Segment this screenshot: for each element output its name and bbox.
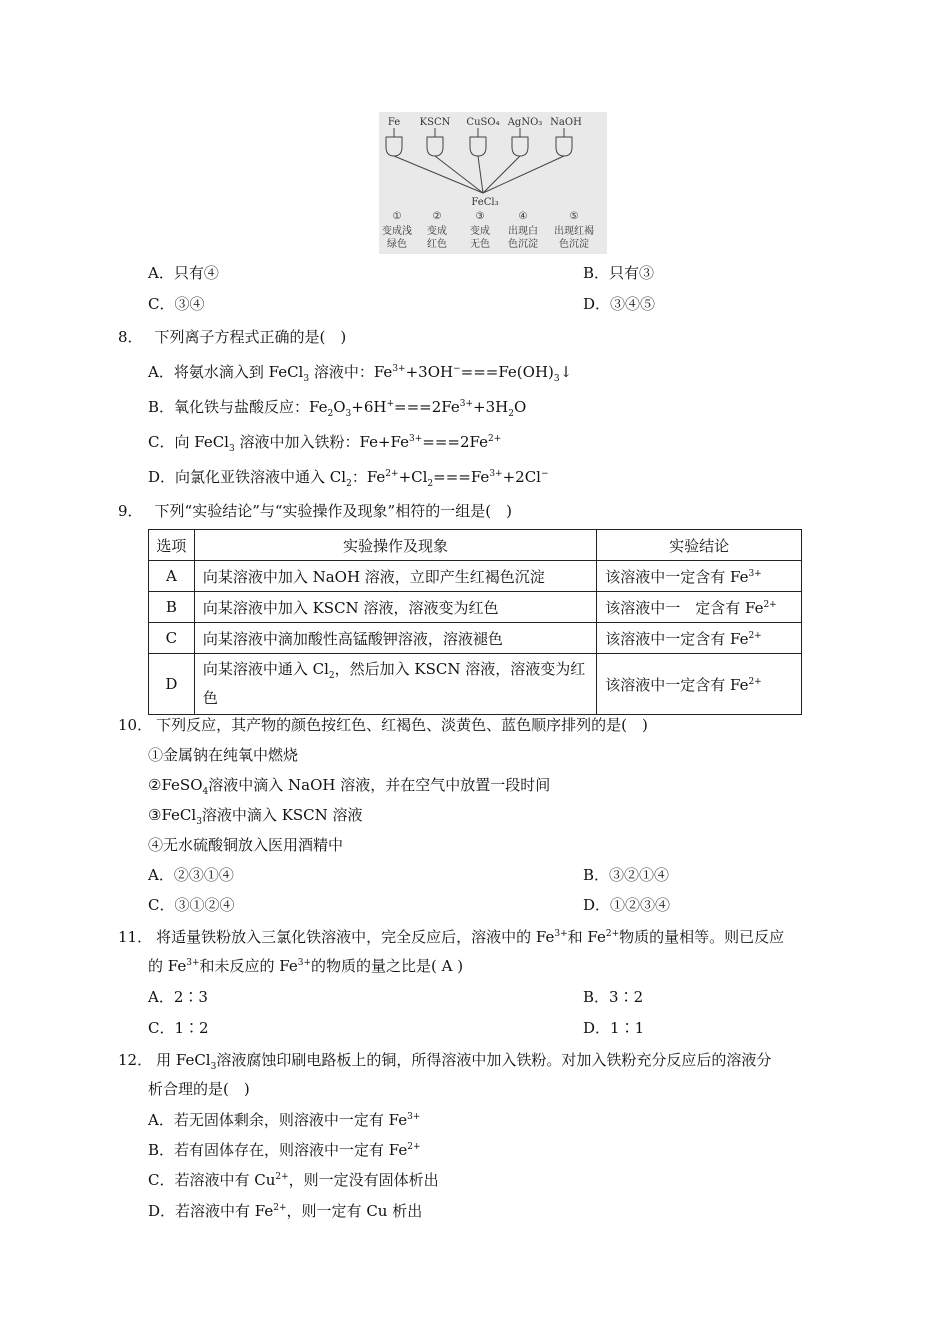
center-label: FeCl₃ <box>471 197 499 208</box>
q10-item-2: ②FeSO$_4$溶液中滴入 NaOH 溶液，并在空气中放置一段时间 <box>148 776 551 797</box>
q12-stem-line2: 析合理的是( ) <box>148 1080 250 1098</box>
question-number: 11． <box>118 928 153 946</box>
q8-stem <box>118 326 346 347</box>
header-cell: 实验操作及现象 <box>194 530 596 561</box>
q10-item-3: ③FeCl$_3$溶液中滴入 KSCN 溶液 <box>148 806 363 827</box>
q9-stem <box>118 500 512 521</box>
question-number: 9． <box>118 502 143 520</box>
q7-option-b: B．只有③ <box>583 264 655 282</box>
dropper-4 <box>512 137 528 156</box>
q12-option-b: B．若有固体存在，则溶液中一定有 $Fe^{2+}$ <box>148 1141 421 1159</box>
question-text: 下列离子方程式正确的是( ) <box>154 328 347 346</box>
table-row <box>149 561 802 592</box>
question-text: 下列反应，其产物的颜色按红色、红褐色、淡黄色、蓝色顺序排列的是( ) <box>156 716 648 734</box>
q10-option-a: A．②③①④ <box>148 866 234 884</box>
result-line1: 出现红褐 <box>554 226 594 237</box>
q12-option-d: D．若溶液中有 $Fe^{2+}$，则一定有 Cu 析出 <box>148 1202 423 1220</box>
q7-option-d: D．③④⑤ <box>583 295 656 313</box>
q11-option-b: B．3∶2 <box>583 988 644 1006</box>
q9-table <box>148 529 802 715</box>
reagent-label: KSCN <box>419 117 451 128</box>
marker: ② <box>432 211 442 222</box>
dropper-3 <box>470 137 486 156</box>
result-line1: 变成浅 <box>382 226 412 237</box>
q12-option-c: C．若溶液中有 $Cu^{2+}$，则一定没有固体析出 <box>148 1171 439 1189</box>
conclusion-cell: 该溶液中一定含有 $Fe^{2+}$ <box>597 654 802 715</box>
conclusion-cell: 该溶液中一定含有 $Fe^{2+}$ <box>597 623 802 654</box>
reagent-label: CuSO₄ <box>466 117 500 128</box>
reagent-label: NaOH <box>550 117 582 128</box>
result-line2: 色沉淀 <box>508 239 538 250</box>
q11-stem-line2: 的 $Fe^{3+}$和未反应的 $Fe^{3+}$的物质的量之比是( A ) <box>148 957 464 975</box>
operation-cell: 向某溶液中加入 KSCN 溶液，溶液变为红色 <box>194 592 596 623</box>
question-number: 12． <box>118 1051 153 1069</box>
marker: ③ <box>475 211 485 222</box>
question-number: 8． <box>118 328 143 346</box>
table-row <box>149 623 802 654</box>
result-line2: 红色 <box>427 239 447 250</box>
q11-option-c: C．1∶2 <box>148 1019 209 1037</box>
option-cell: A <box>149 561 195 592</box>
dropper-1 <box>386 137 402 156</box>
q7-option-a: A．只有④ <box>148 264 219 282</box>
marker: ⑤ <box>569 211 579 222</box>
result-line2: 色沉淀 <box>559 239 589 250</box>
question-number: 10． <box>118 716 153 734</box>
q8-option-c: C．向 FeCl$_3$ 溶液中加入铁粉：$Fe+Fe^{3+}===2Fe^{2+}$ <box>148 433 502 454</box>
option-cell: B <box>149 592 195 623</box>
dropper-5 <box>556 137 572 156</box>
q7-option-c: C．③④ <box>148 295 205 313</box>
q8-option-a: A．将氨水滴入到 FeCl$_3$ 溶液中：$Fe^{3+}+3OH^-===Fe(OH)_3↓$ <box>148 363 573 384</box>
dropper-2 <box>427 137 443 156</box>
operation-cell: 向某溶液中加入 NaOH 溶液，立即产生红褐色沉淀 <box>194 561 596 592</box>
result-line1: 变成 <box>427 226 447 237</box>
result-line2: 绿色 <box>387 239 407 250</box>
marker: ④ <box>518 211 528 222</box>
q10-item-1: ①金属钠在纯氧中燃烧 <box>148 746 299 764</box>
reagent-label: Fe <box>387 117 401 128</box>
q11-stem-line1: 11． 将适量铁粉放入三氯化铁溶液中，完全反应后，溶液中的 $Fe^{3+}$和 $Fe^{2+}$物质的量相等。则已反应 <box>118 928 785 946</box>
reaction-diagram <box>379 112 607 254</box>
table-row <box>149 592 802 623</box>
q10-option-d: D．①②③④ <box>583 896 671 914</box>
q8-option-b: B．氧化铁与盐酸反应：$Fe_2O_3+6H^+===2Fe^{3+}+3H_2O$ <box>148 398 527 419</box>
result-line2: 无色 <box>470 239 490 250</box>
marker: ① <box>392 211 402 222</box>
q10-stem <box>118 714 648 735</box>
result-line1: 变成 <box>470 226 490 237</box>
option-cell: D <box>149 654 195 715</box>
q10-option-c: C．③①②④ <box>148 896 235 914</box>
header-cell: 实验结论 <box>597 530 802 561</box>
q12-option-a: A．若无固体剩余，则溶液中一定有 $Fe^{3+}$ <box>148 1111 421 1129</box>
table-row <box>149 654 802 715</box>
q10-option-b: B．③②①④ <box>583 866 670 884</box>
option-cell: C <box>149 623 195 654</box>
diagram-svg <box>379 112 607 254</box>
operation-cell: 向某溶液中通入 $Cl_2$，然后加入 KSCN 溶液，溶液变为红色 <box>194 654 596 715</box>
header-cell: 选项 <box>149 530 195 561</box>
table-header-row <box>149 530 802 561</box>
operation-cell: 向某溶液中滴加酸性高锰酸钾溶液，溶液褪色 <box>194 623 596 654</box>
q8-option-d: D．向氯化亚铁溶液中通入 $Cl_2$：$Fe^{2+}+Cl_2===Fe^{3+}+2Cl^-$ <box>148 468 549 489</box>
result-line1: 出现白 <box>508 226 538 237</box>
q11-option-d: D．1∶1 <box>583 1019 645 1037</box>
q10-item-4: ④无水硫酸铜放入医用酒精中 <box>148 836 344 854</box>
conclusion-cell: 该溶液中一定含有 $Fe^{3+}$ <box>597 561 802 592</box>
reagent-label: AgNO₃ <box>507 117 543 128</box>
question-text: 下列“实验结论”与“实验操作及现象”相符的一组是( ) <box>154 502 512 520</box>
q12-stem-line1: 12． 用 FeCl$_3$溶液腐蚀印刷电路板上的铜，所得溶液中加入铁粉。对加入铁粉充分反应后的溶液分 <box>118 1051 772 1072</box>
conclusion-cell: 该溶液中一 定含有 $Fe^{2+}$ <box>597 592 802 623</box>
q11-option-a: A．2∶3 <box>148 988 208 1006</box>
